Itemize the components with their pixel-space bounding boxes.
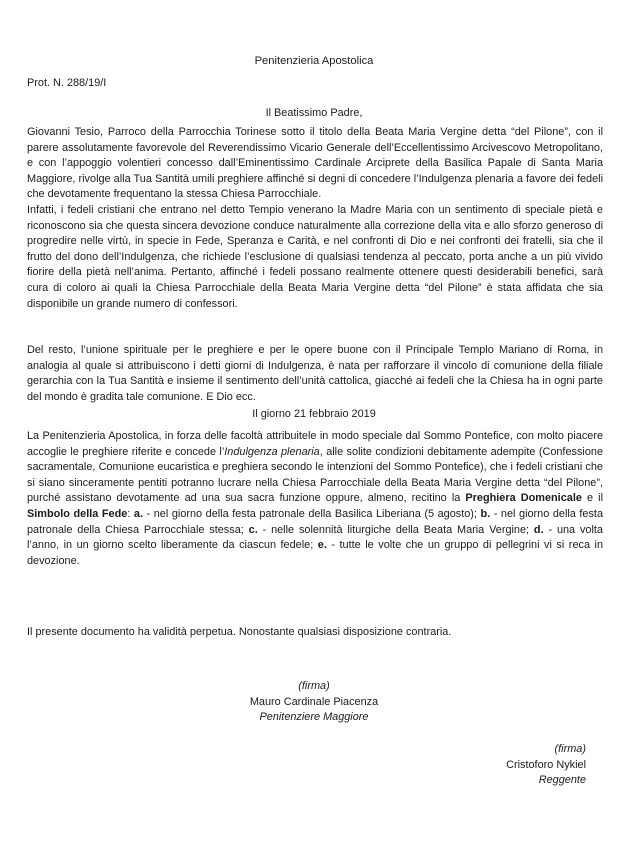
creed-text: Simbolo della Fede: [27, 507, 128, 520]
plenary-indulgence-text: Indulgenza plenaria: [224, 445, 320, 458]
item-d-label: d.: [533, 523, 544, 536]
paragraph-motivation: Infatti, i fedeli cristiani che entrano nel detto Tempio venerano la Madre Maria con un sentimento di speciale pietà e riconoscono sia che questa sincera devozione conduce naturalmente alla correzione della vita e allo sforzo generoso di progredire nelle virtù, in specie in Fede, Speranza e Carità, e nel confronti di Dio e nei confronti dei fratelli, sia che il frutto del dono dell’Indulgenza, che richiede l’esclusione di qualsiasi tendenza al peccato, porta anche a un più vivido fiorire della pietà nell’anima. Pertanto, affinché i fedeli possano realmente ottenere questi desiderabili benefici, sarà cura di coloro ai quali la Chiesa Parrocchiale della Beata Maria Vergine detta “del Pilone” è stata affidata che sia disponibile un grande numero di confessori.: [27, 204, 603, 310]
item-a-label: a.: [133, 507, 143, 520]
item-b-label: b.: [480, 507, 491, 520]
signature-mark: (firma): [554, 743, 586, 755]
signatory-title: Penitenziere Maggiore: [259, 711, 369, 724]
colon-text: :: [127, 507, 134, 520]
item-c-label: c.: [248, 523, 258, 536]
lords-prayer-text: Preghiera Domenicale: [465, 492, 582, 505]
item-d-text: - una volta l’anno, in un giorno scelto liberamente da ciascun fedele;: [27, 523, 603, 552]
paragraph-concession: [27, 429, 603, 569]
signature-block-regent: [506, 742, 586, 789]
item-e-label: e.: [317, 539, 327, 552]
item-c-text: - nelle solennità liturgiche della Beata Maria Vergine;: [257, 523, 534, 536]
signatory-title: Reggente: [538, 774, 586, 787]
signatory-name: Mauro Cardinale Piacenza: [249, 695, 379, 708]
paragraph-spiritual-union: Del resto, l’unione spirituale per le preghiere e per le opere buone con il Principale Templo Mariano di Roma, in analogia al quale si attribuiscono i detti giorni di Indulgenza, è nata per rafforzare il vincolo di comunione della filiale gerarchia con la Tua Santità e insieme il sentimento dell’unità cattolica, giacché ai fedeli che la Chiesa ha in ogni parte del mondo è gradita tale comunione. E Dio ecc.: [27, 344, 603, 403]
protocol-number: Prot. N. 288/19/I: [27, 77, 107, 89]
concession-text: La Penitenzieria Apostolica, in forza delle facoltà attribuitele in modo speciale dal Sommo Pontefice, con molto piacere accoglie le preghiere riferite e concede l’: [27, 430, 603, 458]
conjunction-text: e il: [581, 492, 604, 505]
salutation: Il Beatissimo Padre,: [265, 107, 363, 119]
signatory-name: Cristoforo Nykiel: [506, 758, 586, 771]
item-b-text: - nel giorno della festa patronale della Chiesa Parrocchiale stessa;: [27, 507, 604, 536]
item-a-text: - nel giorno della festa patronale della Basilica Liberiana (5 agosto);: [143, 507, 481, 520]
signature-block-cardinal: [204, 679, 424, 726]
signature-mark: (firma): [298, 680, 330, 692]
paragraph-request: Giovanni Tesio, Parroco della Parrocchia Torinese sotto il titolo della Beata Maria Vergine detta “del Pilone”, con il parere assolutamente favorevole del Reverendissimo Vicario Generale dell’Eccellentissimo Arcivescovo Metropolitano, e con l’appoggio volentieri concesso dall’Eminentissimo Cardinale Arciprete della Basilica Papale di Santa Maria Maggiore, rivolge alla Tua Santità umili preghiere affinché si degni di concedere l’Indulgenza plenaria a favore dei fedeli che devotamente frequentano la stessa Chiesa Parrocchiale.: [27, 126, 603, 201]
decree-date: Il giorno 21 febbraio 2019: [252, 408, 376, 420]
paragraph-validity: Il presente documento ha validità perpetua. Nonostante qualsiasi disposizione contraria.: [27, 626, 452, 638]
item-e-text: - tutte le volte che un gruppo di pellegrini vi si reca in devozione.: [27, 539, 603, 567]
office-heading: Penitenzieria Apostolica: [254, 55, 374, 67]
concession-text-conditions: , alle solite condizioni debitamente adempite (Confessione sacramentale, Comunione eucaristica e preghiera secondo le intenzioni del Sommo Pontefice), che i fedeli cristiani che si siano sinceramente pentiti potranno lucrare nella Chiesa Parrocchiale della Beata Maria Vergine detta “del Pilone”, purché assistano devotamente ad una sua sacra funzione oppure, almeno, recitino la: [27, 445, 603, 505]
